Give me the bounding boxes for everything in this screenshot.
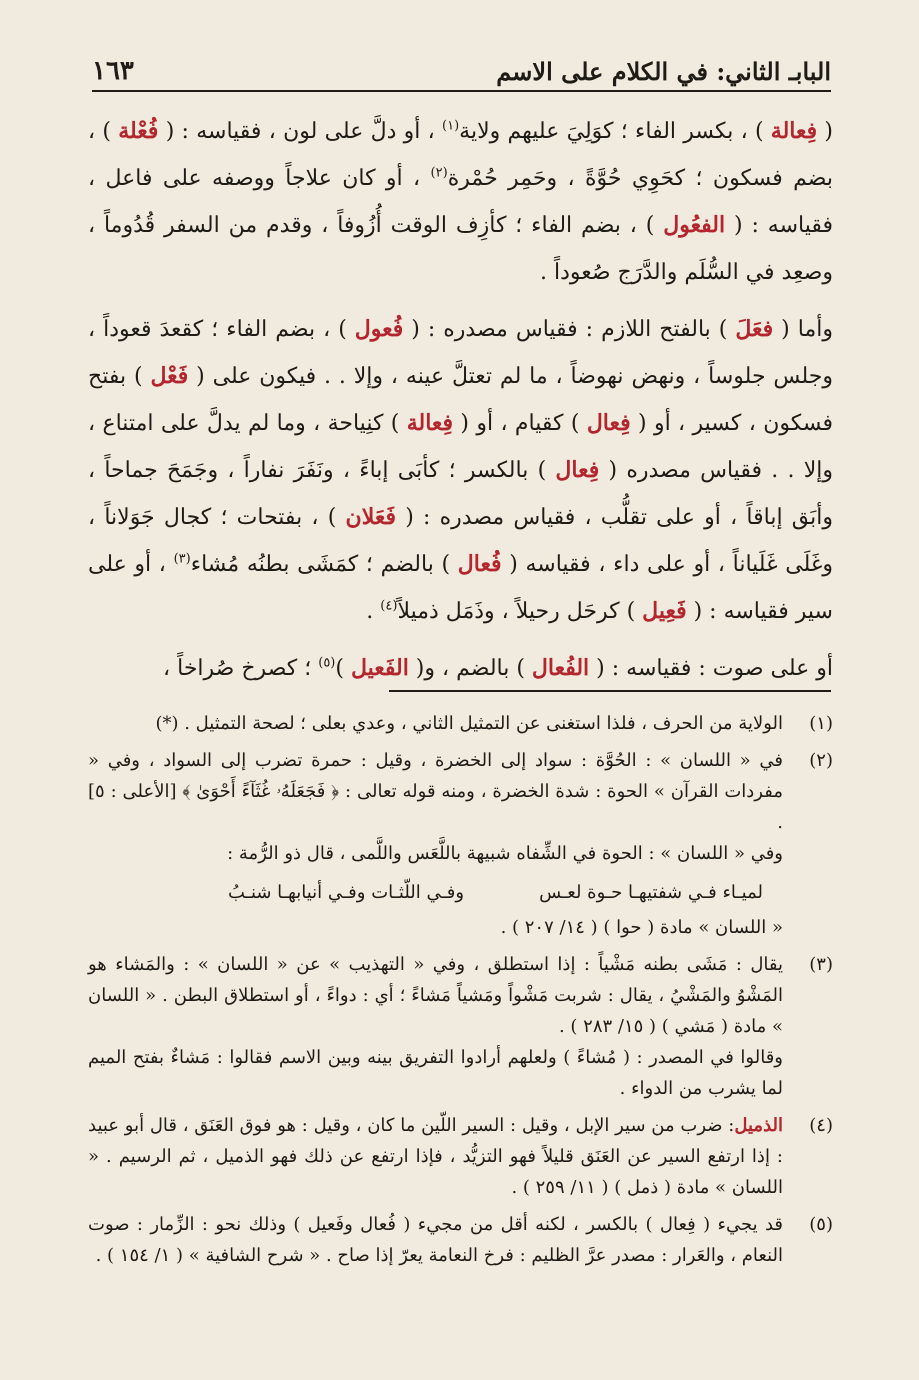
footnote-ref: (١) xyxy=(442,118,460,134)
footnote-ref: (٥) xyxy=(318,655,336,671)
footnote-2 xyxy=(88,745,833,943)
footnote-text: قد يجيء ( فِعال ) بالكسر ، لكنه أقل من مجيء ( فُعال وفَعيل ) وذلك نحو : الزِّمار : صوت النعام ، والعَرار : مصدر عرَّ الظليم : فرخ النعامة يعرّ إذا صاح . « شرح الشافية » ( ١/ ١٥٤ ) . xyxy=(88,1214,783,1266)
page-header xyxy=(92,52,831,92)
keyword-pattern: فِعالة xyxy=(770,118,818,144)
keyword-pattern: فُعول xyxy=(354,316,404,342)
keyword-pattern: فعَلَ xyxy=(735,316,774,342)
paragraph-2: وأما ( فعَلَ ) بالفتح اللازم : فقياس مصدره : ( فُعول ) ، بضم الفاء ؛ كقعدَ قعوداً ، وجلس جلوساً ، ونهض نهوضاً ، ما لم تعتلَّ عينه ، وإلا . . فيكون على ( فَعْل ) بفتح فسكون ، كسير ، أو ( فِعال ) كقيام ، أو ( فِعالة ) كنِياحة ، وما لم يدلَّ على امتناع ، وإلا . . فقياس مصدره ( فِعال ) بالكسر ؛ كأبَى إباءً ، ونَفَرَ نفاراً ، وجَمَحَ جماحاً ، وأبَق إباقاً ، أو على تقلُّب ، فقياس مصدره : ( فَعَلان ) ، بفتحات ؛ كجال جَوَلاناً ، وغَلَى غَلَياناً ، أو على داء ، فقياسه ( فُعال ) بالضم ؛ كمَشَى بطنُه مُشاء$^{(٣)}$ ، أو على سير فقياسه : ( فَعِيل ) كرحَل رحيلاً ، وذَمَل ذميلاً$^{(٤)}$ . xyxy=(88,316,834,624)
footnote-number: (٢) xyxy=(809,750,833,771)
paragraph-3: أو على صوت : فقياسه : ( الفُعال ) بالضم ، و( الفَعيل )$^{(٥)}$ ؛ كصرخ صُراخاً ، xyxy=(163,655,833,681)
page-number: ١٦٣ xyxy=(92,56,134,86)
footnote-5 xyxy=(88,1209,833,1271)
footnote-ref: (٣) xyxy=(173,551,191,567)
main-text xyxy=(88,108,833,692)
keyword-pattern: فِعالة xyxy=(406,410,454,436)
footnote-4 xyxy=(88,1110,833,1203)
footnote-headword: الذميل xyxy=(734,1115,783,1136)
footnote-text: في « اللسان » : الحُوَّة : سواد إلى الخضرة ، وقيل : حمرة تضرب إلى السواد ، وفي « مفردات القرآن » الحوة : شدة الخضرة ، ومنه قوله تعالى : ﴿ فَجَعَلَهُۥ غُثَآءً أَحْوَىٰ ﴾ [الأعلى : ٥] . xyxy=(88,750,783,833)
keyword-pattern: فَعَلان xyxy=(345,504,396,530)
verse-hemistich-right: لميـاء فـي شفتيهـا حـوة لعـس xyxy=(539,882,763,903)
keyword-pattern: الفعُول xyxy=(663,212,726,238)
footnote-ref: (٢) xyxy=(430,165,448,181)
footnote-number: (٥) xyxy=(809,1214,833,1235)
footnotes xyxy=(88,708,833,1277)
footnote-number: (٣) xyxy=(809,954,833,975)
keyword-pattern: فِعال xyxy=(555,457,600,483)
footnote-ref: (٤) xyxy=(380,598,398,614)
keyword-pattern: الفَعيل xyxy=(350,655,409,681)
keyword-pattern: فُعْلة xyxy=(118,118,159,144)
footnote-3 xyxy=(88,949,833,1104)
keyword-pattern: فَعِيل xyxy=(642,598,687,624)
footnote-text: الذميل: ضرب من سير الإبل ، وقيل : السير اللّين ما كان ، وقيل : هو فوق العَنَق ، قال أبو عبيد : إذا ارتفع السير عن العَنَق قليلاً فهو التزيُّد ، فإذا ارتفع عن ذلك فهو الذميل ، ثم الرسيم . « اللسان » مادة ( ذمل ) ( ١١/ ٢٥٩ ) . xyxy=(88,1115,783,1198)
footnote-number: (٤) xyxy=(809,1115,833,1136)
paragraph-1: ( فِعالة ) ، بكسر الفاء ؛ كوَلِيَ عليهم ولاية$^{(١)}$ ، أو دلَّ على لون ، فقياسه : ( فُعْلة ) ، بضم فسكون ؛ كحَوِي حُوَّةً ، وحَمِر حُمْرة$^{(٢)}$ ، أو كان علاجاً ووصفه على فاعل ، فقياسه : ( الفعُول ) ، بضم الفاء ؛ كأزِف الوقت أُزُوفاً ، وقدم من السفر قُدُوماً ، وصعِد في السُّلَم والدَّرَج صُعوداً . xyxy=(88,118,833,285)
keyword-pattern: الفُعال xyxy=(531,655,590,681)
footnote-separator xyxy=(389,690,831,692)
footnote-text: الولاية من الحرف ، فلذا استغنى عن التمثيل الثاني ، وعدي بعلى ؛ لصحة التمثيل . (*) xyxy=(155,713,783,734)
chapter-title: البابـ الثاني: في الكلام على الاسم xyxy=(496,57,831,86)
footnote-number: (١) xyxy=(809,713,833,734)
footnote-1 xyxy=(88,708,833,739)
keyword-pattern: فَعْل xyxy=(150,363,189,389)
footnote-text: « اللسان » مادة ( حوا ) ( ١٤/ ٢٠٧ ) . xyxy=(500,917,783,938)
keyword-pattern: فُعال xyxy=(457,551,502,577)
footnote-text: وفي « اللسان » : الحوة في الشِّفاه شبيهة باللَّعَس واللَّمى ، قال ذو الرُّمة : xyxy=(227,843,783,864)
footnote-text: يقال : مَشَى بطنه مَشْياً : إذا استطلق ، وفي « التهذيب » عن « اللسان » : والمَشاء هو المَشْوُ والمَشْيُ ، يقال : شربت مَشْواً ومَشياً مَشاءً ؛ أي : دواءً ، أو استطلاق البطن . « اللسان » مادة ( مَشي ) ( ١٥/ ٢٨٣ ) . xyxy=(88,954,783,1037)
verse-hemistich-left: وفـي اللّثـات وفـي أنيابهـا شنـبُ xyxy=(228,882,465,903)
poem-verse xyxy=(88,869,783,912)
keyword-pattern: فِعال xyxy=(586,410,631,436)
footnote-text: وقالوا في المصدر : ( مُشاءً ) ولعلهم أرادوا التفريق بينه وبين الاسم فقالوا : مَشاءٌ بفتح الميم لما يشرب من الدواء . xyxy=(88,1047,783,1099)
